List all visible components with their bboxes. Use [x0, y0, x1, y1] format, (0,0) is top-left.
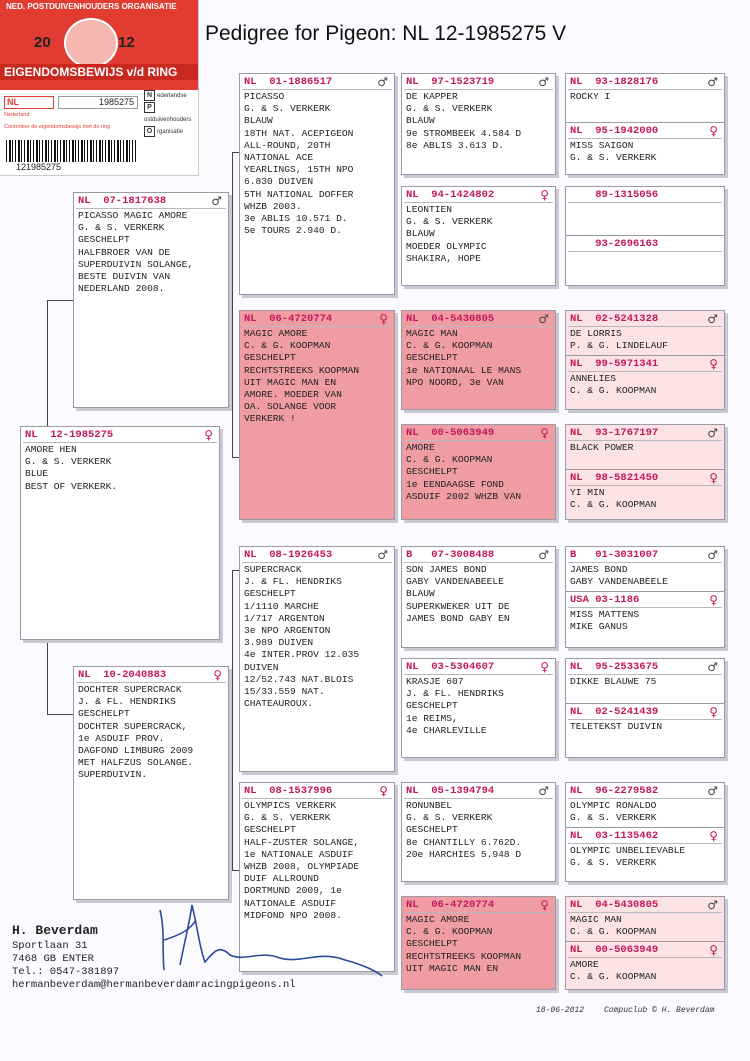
- female-icon: ♀: [709, 592, 718, 607]
- pigeon-details: PICASSO G. & S. VERKERK BLAUW 18TH NAT. ACEPIGEON ALL-ROUND, 20TH NATIONAL ACE YEARLINGS, 15TH NPO 6.830 DUIVEN 5TH NATIONAL DOFFER WHZB 2003. 3e ABLIS 10.571 D. 5e TOURS 2.940 D.: [244, 91, 354, 237]
- pedigree-card-g4-pair-8: [565, 896, 725, 990]
- pigeon-details: YI MIN C. & G. KOOPMAN: [570, 487, 657, 511]
- female-icon: ♀: [379, 311, 388, 326]
- pigeon-details: OLYMPIC RONALDO G. & S. VERKERK: [570, 800, 657, 824]
- pedigree-card-granddam-paternal: [239, 310, 395, 520]
- male-icon: ♂: [707, 311, 718, 326]
- card-year-right: 12: [118, 34, 135, 51]
- pigeon-details: DE KAPPER G. & S. VERKERK BLAUW 9e STROMBEEK 4.584 D 8e ABLIS 3.613 D.: [406, 91, 522, 151]
- ring-number: NL 93-1767197: [570, 426, 659, 439]
- letter-p: P: [144, 102, 155, 113]
- ring-number: NL 99-5971341: [570, 357, 659, 370]
- ring-number: NL 98-5821450: [570, 471, 659, 484]
- ring-number: B 01-3031007: [570, 548, 659, 561]
- pigeon-details: MAGIC AMORE C. & G. KOOPMAN GESCHELPT RECHTSTREEKS KOOPMAN UIT MAGIC MAN EN AMORE. MOEDER VAN OA. SOLANGE VOOR VERKERK !: [244, 328, 360, 425]
- connector: [47, 640, 48, 714]
- female-icon: ♀: [709, 704, 718, 719]
- pigeon-details: AMORE C. & G. KOOPMAN GESCHELPT 1e EENDAAGSE FOND ASDUIF 2002 WHZB VAN: [406, 442, 522, 502]
- male-icon: ♂: [707, 783, 718, 798]
- ring-number: B 07-3008488: [406, 548, 495, 561]
- owner-city: 7468 GB ENTER: [12, 953, 94, 965]
- male-icon: ♂: [538, 547, 549, 562]
- pigeon-details: OLYMPICS VERKERK G. & S. VERKERK GESCHELPT HALF-ZUSTER SOLANGE, 1e NATIONALE ASDUIF WHZB 2008, OLYMPIADE DUIF ALLROUND DORTMUND 2009, 1e NATIONALE ASDUIF MIDFOND NPO 2008.: [244, 800, 360, 921]
- ring-number: NL 06-4720774: [406, 898, 495, 911]
- pigeon-details: MAGIC MAN C. & G. KOOPMAN: [570, 914, 657, 938]
- ring-number: NL 10-2040883: [78, 668, 167, 681]
- pedigree-card-g3-3: [401, 310, 556, 410]
- female-icon: ♀: [709, 470, 718, 485]
- male-icon: ♂: [707, 659, 718, 674]
- female-icon: ♀: [213, 667, 222, 682]
- lion-seal-icon: [64, 18, 118, 68]
- owner-address: Sportlaan 31: [12, 940, 88, 952]
- pigeon-details: RONUNBEL G. & S. VERKERK GESCHELPT 8e CHANTILLY 6.762D. 20e HARCHIES 5.948 D: [406, 800, 522, 860]
- card-ring-number: 1985275: [58, 96, 138, 109]
- male-icon: ♂: [538, 74, 549, 89]
- pigeon-details: AMORE C. & G. KOOPMAN: [570, 959, 657, 983]
- ring-number: NL 95-1942000: [570, 124, 659, 137]
- print-date: 18-06-2012: [536, 1006, 585, 1015]
- ring-number: NL 97-1523719: [406, 75, 495, 88]
- pigeon-details: LEONTIEN G. & S. VERKERK BLAUW MOEDER OLYMPIC SHAKIRA, HOPE: [406, 204, 493, 264]
- pigeon-details: ANNELIES C. & G. KOOPMAN: [570, 373, 657, 397]
- pedigree-card-grandsire-maternal: [239, 546, 395, 772]
- ring-number: NL 96-2279582: [570, 784, 659, 797]
- pedigree-card-g3-8: [401, 896, 556, 990]
- ring-number: NL 06-4720774: [244, 312, 333, 325]
- pigeon-details: PICASSO MAGIC AMORE G. & S. VERKERK GESCHELPT HALFBROER VAN DE SUPERDUIVIN SOLANGE, BESTE DUIVIN VAN NEDERLAND 2008.: [78, 210, 194, 295]
- owner-email[interactable]: hermanbeverdam@hermanbeverdamracingpigeons.nl: [12, 979, 296, 991]
- connector: [232, 457, 239, 458]
- male-icon: ♂: [377, 547, 388, 562]
- ring-number: NL 03-5304607: [406, 660, 495, 673]
- ring-number: 89-1315056: [570, 188, 659, 201]
- card-year-left: 20: [34, 34, 51, 51]
- pedigree-card-sire: [73, 192, 229, 408]
- connector: [232, 152, 233, 458]
- ring-number: NL 95-2533675: [570, 660, 659, 673]
- pedigree-card-g3-7: [401, 782, 556, 882]
- pigeon-details: MISS MATTENS MIKE GANUS: [570, 609, 640, 633]
- female-icon: ♀: [540, 897, 549, 912]
- male-icon: ♂: [211, 193, 222, 208]
- connector: [232, 570, 239, 571]
- connector: [232, 152, 239, 153]
- connector: [47, 300, 73, 301]
- card-organisation: NED. POSTDUIVENHOUDERS ORGANISATIE: [6, 2, 177, 11]
- barcode: [6, 140, 136, 162]
- page-title: Pedigree for Pigeon: NL 12-1985275 V: [205, 22, 567, 45]
- pigeon-details: AMORE HEN G. & S. VERKERK BLUE BEST OF VERKERK.: [25, 444, 118, 492]
- male-icon: ♂: [538, 783, 549, 798]
- ring-number: USA 03-1186: [570, 593, 640, 606]
- barcode-number: 121985275: [16, 162, 62, 172]
- connector: [232, 870, 239, 871]
- pedigree-card-g4-pair-1: [565, 73, 725, 175]
- male-icon: ♂: [707, 74, 718, 89]
- connector: [47, 714, 73, 715]
- ring-number: NL 08-1926453: [244, 548, 333, 561]
- male-icon: ♂: [377, 74, 388, 89]
- letter-o-text: rganisatie: [157, 129, 184, 135]
- female-icon: ♀: [204, 427, 213, 442]
- pedigree-card-g4-pair-7: [565, 782, 725, 882]
- letter-n-text: ederlandse: [157, 93, 187, 99]
- male-icon: ♂: [538, 311, 549, 326]
- ring-number: NL 03-1135462: [570, 829, 659, 842]
- pedigree-card-grandsire-paternal: [239, 73, 395, 295]
- ring-number: NL 07-1817638: [78, 194, 167, 207]
- pigeon-details: DIKKE BLAUWE 75: [570, 676, 657, 687]
- female-icon: ♀: [540, 659, 549, 674]
- pedigree-card-dam: [73, 666, 229, 900]
- female-icon: ♀: [709, 356, 718, 371]
- female-icon: ♀: [379, 783, 388, 798]
- female-icon: ♀: [709, 828, 718, 843]
- ring-number: NL 00-5063949: [570, 943, 659, 956]
- pedigree-card-g3-1: [401, 73, 556, 175]
- female-icon: ♀: [709, 942, 718, 957]
- pedigree-card-g3-2: [401, 186, 556, 286]
- female-icon: ♀: [709, 123, 718, 138]
- owner-phone: Tel.: 0547-381897: [12, 966, 120, 978]
- letter-o: O: [144, 126, 155, 137]
- pigeon-details: TELETEKST DUIVIN: [570, 721, 663, 732]
- connector: [47, 300, 48, 426]
- owner-name: H. Beverdam: [12, 923, 98, 938]
- pigeon-details: SON JAMES BOND GABY VANDENABEELE BLAUW SUPERKWEKER UIT DE JAMES BOND GABY EN: [406, 564, 510, 624]
- pigeon-details: OLYMPIC UNBELIEVABLE G. & S. VERKERK: [570, 845, 686, 869]
- pigeon-details: [566, 252, 724, 254]
- connector: [232, 570, 233, 870]
- card-country: NL: [4, 96, 54, 109]
- pigeon-details: SUPERCRACK J. & FL. HENDRIKS GESCHELPT 1/1110 MARCHE 1/717 ARGENTON 3e NPO ARGENTON 3.989 DUIVEN 4e INTER.PROV 12.035 DUIVEN 12/52.743 NAT.BLOIS 15/33.559 NAT. CHATEAUROUX.: [244, 564, 360, 710]
- ring-ownership-card: [0, 0, 199, 176]
- pigeon-details: MAGIC AMORE C. & G. KOOPMAN GESCHELPT RECHTSTREEKS KOOPMAN UIT MAGIC MAN EN: [406, 914, 522, 974]
- print-credit: Compuclub © H. Beverdam: [604, 1006, 715, 1015]
- ring-number: NL 94-1424802: [406, 188, 495, 201]
- letter-n: N: [144, 90, 155, 101]
- ring-number: NL 05-1394794: [406, 784, 495, 797]
- ring-number: NL 00-5063949: [406, 426, 495, 439]
- pigeon-details: MISS SAIGON G. & S. VERKERK: [570, 140, 657, 164]
- card-country-name: Nederland: [4, 112, 30, 118]
- pigeon-details: BLACK POWER: [570, 442, 634, 453]
- owner-info: [12, 924, 296, 992]
- pedigree-card-g4-pair-4: [565, 424, 725, 520]
- ring-number: NL 08-1537996: [244, 784, 333, 797]
- pedigree-card-g4-pair-3: [565, 310, 725, 410]
- pigeon-details: [566, 203, 724, 235]
- pedigree-card-g3-6: [401, 658, 556, 758]
- pigeon-details: MAGIC MAN C. & G. KOOPMAN GESCHELPT 1e NATIONAAL LE MANS NPO NOORD, 3e VAN: [406, 328, 522, 388]
- ring-number: NL 02-5241328: [570, 312, 659, 325]
- letter-p-text: ostduivenhouders: [144, 117, 192, 123]
- female-icon: ♀: [540, 187, 549, 202]
- pedigree-card-g3-4: [401, 424, 556, 520]
- pigeon-details: DOCHTER SUPERCRACK J. & FL. HENDRIKS GESCHELPT DOCHTER SUPERCRACK, 1e ASDUIF PROV. DAGFOND LIMBURG 2009 MET HALFZUS SOLANGE. SUPERDUIVIN.: [78, 684, 194, 781]
- pedigree-card-subject: [20, 426, 220, 640]
- ring-number: NL 04-5430805: [406, 312, 495, 325]
- female-icon: ♀: [540, 425, 549, 440]
- male-icon: ♂: [707, 547, 718, 562]
- pedigree-card-g4-pair-2: [565, 186, 725, 286]
- male-icon: ♂: [707, 425, 718, 440]
- npo-letters: [144, 90, 198, 138]
- card-subtitle: Controleer de eigendomsbewijs met de ring: [4, 124, 111, 130]
- male-icon: ♂: [707, 897, 718, 912]
- ring-number: NL 01-1886517: [244, 75, 333, 88]
- ring-number: NL 93-1828176: [570, 75, 659, 88]
- pigeon-details: KRASJE 607 J. & FL. HENDRIKS GESCHELPT 1e REIMS, 4e CHARLEVILLE: [406, 676, 504, 736]
- ring-number: NL 04-5430805: [570, 898, 659, 911]
- card-ownership-label: EIGENDOMSBEWIJS v/d RING: [4, 65, 178, 79]
- pigeon-details: JAMES BOND GABY VANDENABEELE: [570, 564, 668, 588]
- ring-number: NL 02-5241439: [570, 705, 659, 718]
- pedigree-card-g4-pair-6: [565, 658, 725, 758]
- pigeon-details: ROCKY I: [570, 91, 611, 102]
- pedigree-card-g4-pair-5: [565, 546, 725, 648]
- ring-number: 93-2696163: [570, 237, 659, 250]
- pedigree-card-g3-5: [401, 546, 556, 648]
- pigeon-details: DE LORRIS P. & G. LINDELAUF: [570, 328, 668, 352]
- ring-number: NL 12-1985275: [25, 428, 114, 441]
